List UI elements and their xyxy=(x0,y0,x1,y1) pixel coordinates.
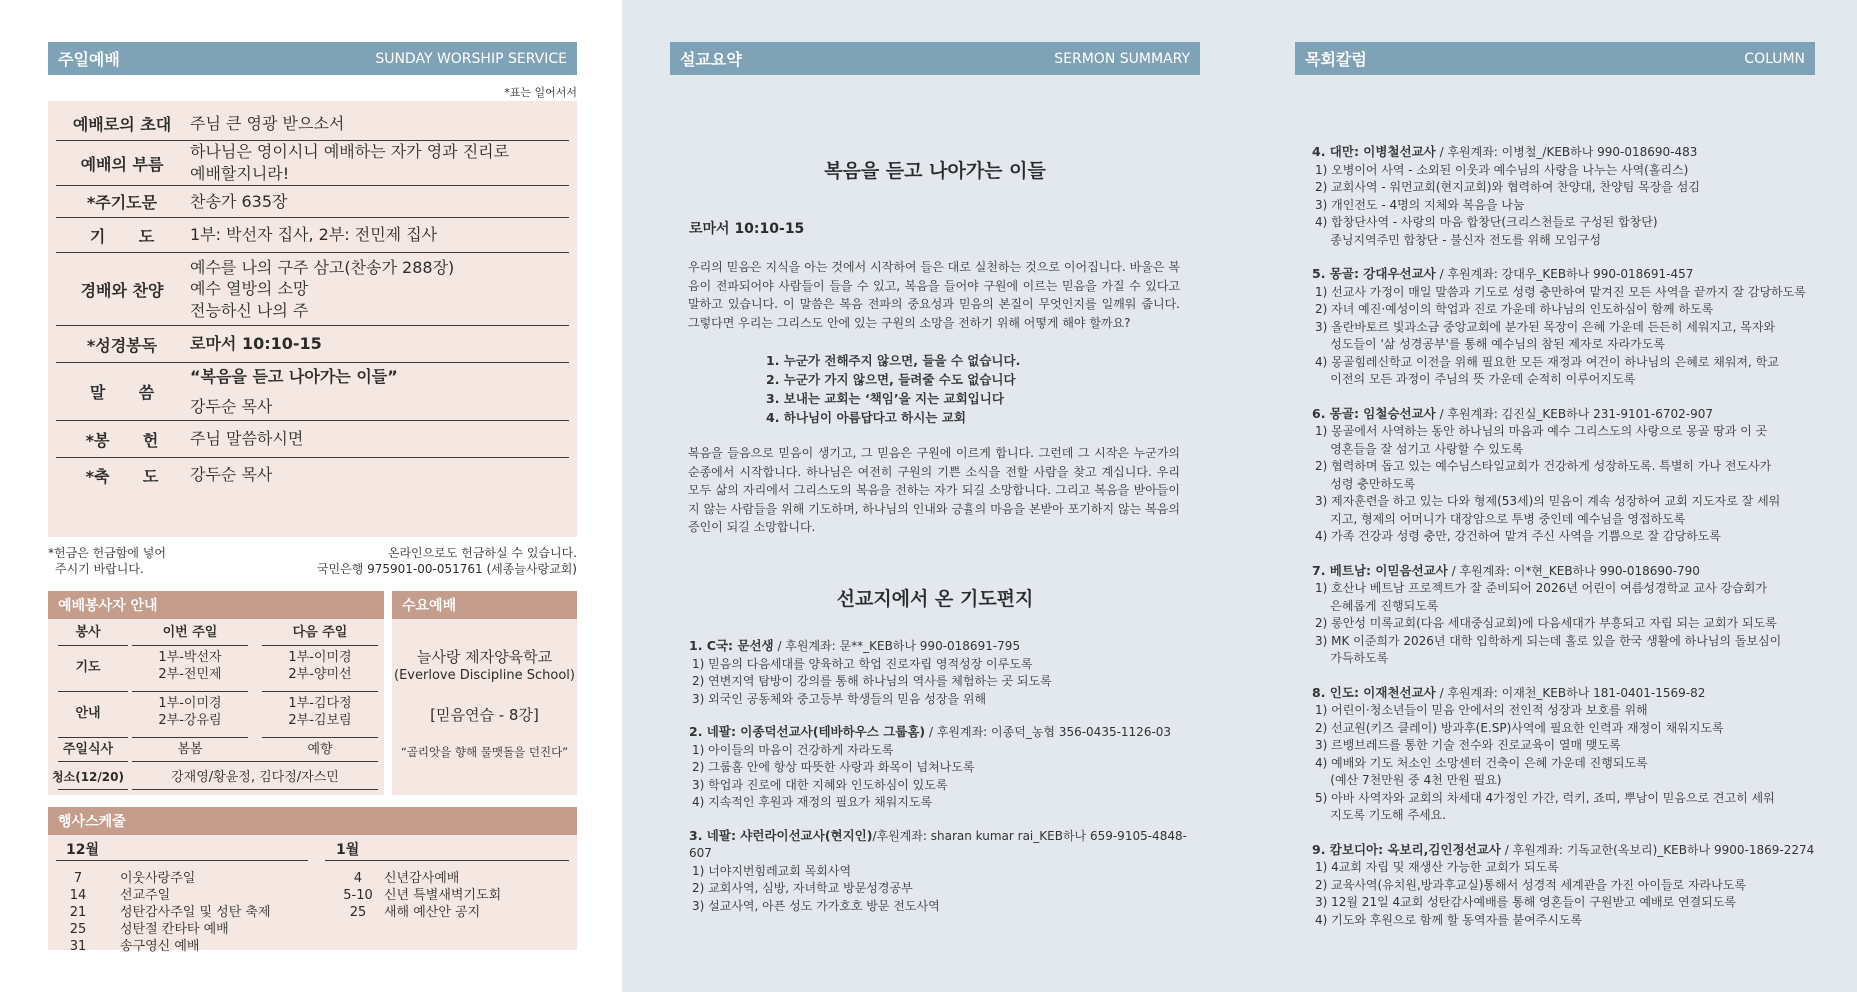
schedule-header: 행사스케줄 xyxy=(48,807,577,835)
worship-row-label: 예배의 부름 xyxy=(80,154,164,174)
online-offering-line: 온라인으로도 헌금하실 수 있습니다. xyxy=(387,546,577,560)
missionary-name: 2. 네팔: 이종덕선교사(테바하우스 그룹홈) xyxy=(689,724,926,739)
event-name: 이웃사랑주일 xyxy=(120,871,196,886)
support-account: /후원계좌: sharan kumar rai_KEB하나 659-9105-4848-607 xyxy=(689,828,1187,860)
sermon-paragraph-2: 복음을 들음으로 믿음이 생기고, 그 믿음은 구원에 이르게 합니다. 그런데 그 시작은 누군가의 순종에서 시작합니다. 하나님은 여전히 구원의 기쁜 소식을 전할 사람을 찾고 계십니다. 우리 모두 삶의 자리에서 그리스도의 복음을 전하는 자가 되길 소망합니다. 그리고 복음을 받아들이지 않는 사람들을 위해 기도하며, 하나님의 인내와 긍휼의 마음을 본받아 포기하지 않는 복음의 증인이 되길 소망합니다. xyxy=(688,446,1180,534)
column-title: 목회칼럼 xyxy=(1305,50,1367,69)
worship-row xyxy=(56,363,569,421)
support-account: / 후원계좌: 이병철_/KEB하나 990-018690-483 xyxy=(1435,145,1698,159)
sermon-heading: 복음을 듣고 나아가는 이들 xyxy=(824,160,1046,182)
prayer-item: 2) 연변지역 탐방이 강의를 통해 하나님의 역사를 체험하는 곳 되도록 xyxy=(692,674,1052,688)
worship-row xyxy=(56,218,569,253)
support-account: / 후원계좌: 이종덕_농협 356-0435-1126-03 xyxy=(925,725,1172,739)
sermon-title-en: SERMON SUMMARY xyxy=(1054,50,1190,67)
worship-row-line: 예수 열방의 소망 xyxy=(190,279,309,299)
missionary-name: 7. 베트남: 이믿음선교사 xyxy=(1312,562,1448,578)
prayer-letter-head xyxy=(1312,684,1832,703)
schedule-box xyxy=(48,835,577,954)
divider xyxy=(262,737,378,738)
worship-row xyxy=(56,141,569,186)
event-day: 5-10 xyxy=(343,888,373,903)
cleaning-value: 강재영/황윤정, 김다정/자스민 xyxy=(171,770,339,785)
worship-row-value xyxy=(188,186,569,217)
worship-row-value xyxy=(188,218,569,252)
sermon-paragraph-1: 우리의 믿음은 지식을 아는 것에서 시작하여 들은 대로 실천하는 것으로 이어집니다. 바울은 복음이 전파되어야 사람들이 들을 수 있고, 복음을 들어야 구원에 이르는 믿음을 가질 수 있다고 말하고 있습니다. 이 말씀은 복음 전파의 중요성과 믿음의 본질이 무엇인지를 일깨워 줍니다. 그렇다면 우리는 그리스도 안에 있는 구원의 소망을 전하기 위해 어떻게 해야 할까요? xyxy=(688,260,1180,330)
prayer-item: 2) 선교원(키즈 클레이) 방과후(E.SP)사역에 필요한 인력과 재정이 채워지도록 xyxy=(1315,720,1724,735)
worship-row-value xyxy=(188,326,569,362)
prayer-letter-head xyxy=(1312,265,1832,284)
event-name: 새해 예산안 공지 xyxy=(384,905,481,920)
worship-row-line: 강두순 목사 xyxy=(190,465,273,485)
worship-row-value xyxy=(188,107,569,140)
support-account: / 후원계좌: 김진실_KEB하나 231-9101-6702-907 xyxy=(1435,406,1713,421)
letters-heading: 선교지에서 온 기도편지 xyxy=(836,588,1034,610)
col-header-this-week: 이번 주일 xyxy=(162,625,218,640)
worship-row-line: 예수를 나의 구주 삼고(찬송가 288장) xyxy=(190,257,455,277)
missionary-name: 8. 인도: 이재천선교사 xyxy=(1312,684,1436,700)
sermon-point: 4. 하나님이 아름답다고 하시는 교회 xyxy=(766,410,966,425)
lesson-title: “골리앗을 향해 물맷돌을 던진다” xyxy=(400,745,569,759)
support-account: / 후원계좌: 문**_KEB하나 990-018691-795 xyxy=(773,639,1021,653)
worship-row-value xyxy=(188,458,569,492)
worship-row-label: 예배로의 초대 xyxy=(72,115,172,134)
worship-row-line: 로마서 10:10-15 xyxy=(190,334,322,354)
divider xyxy=(325,860,569,861)
divider xyxy=(58,789,128,790)
event-name: 신년 특별새벽기도회 xyxy=(384,888,502,903)
offering-note xyxy=(48,545,166,577)
volunteers-header: 예배봉사자 안내 xyxy=(48,591,384,619)
event-name: 성탄절 칸타타 예배 xyxy=(120,922,229,937)
event-day: 25 xyxy=(69,922,87,937)
event-name: 송구영신 예배 xyxy=(120,939,200,954)
missionary-name: 1. C국: 문선생 xyxy=(689,638,774,653)
volunteers-table xyxy=(48,619,384,795)
worship-row xyxy=(56,458,569,492)
worship-row-label: 경배와 찬양 xyxy=(80,280,164,300)
sermon-point: 3. 보내는 교회는 ‘책임’을 지는 교회입니다 xyxy=(766,391,1004,406)
prayer-item: 성도들이 '삶 성경공부'를 통해 예수님의 참된 제자로 자라가도록 xyxy=(1315,337,1665,351)
support-account: / 후원계좌: 이재천_KEB하나 181-0401-1569-82 xyxy=(1435,685,1706,700)
prayer-letter-head xyxy=(689,723,1189,742)
col-header-next-week: 다음 주일 xyxy=(292,625,348,640)
prayer-next-week xyxy=(260,650,380,684)
prayer-letter xyxy=(1312,265,1832,389)
jan-days xyxy=(333,870,383,921)
sermon-point: 1. 누군가 전해주지 않으면, 들을 수 없습니다. xyxy=(766,353,1021,368)
column-header xyxy=(1295,42,1815,75)
event-name: 신년감사예배 xyxy=(384,871,460,886)
prayer-item: 지고, 형제의 어머니가 대장암으로 투병 중인데 예수님을 영접하도록 xyxy=(1315,511,1686,526)
prayer-letter xyxy=(1312,841,1832,930)
event-day: 31 xyxy=(69,939,87,954)
worship-row-line: 주님 말씀하시면 xyxy=(190,429,304,449)
prayer-item: 3) 르뱅브레드를 통한 기술 전수와 진로교육이 열매 맺도록 xyxy=(1315,738,1621,752)
prayer-item: (예산 7천만원 중 4천 만원 필요) xyxy=(1315,773,1502,787)
col-header-role: 봉사 xyxy=(75,625,101,640)
prayer-item: 1) 호산나 베트남 프로젝트가 잘 준비되어 2026년 어린이 여름성경학교 교사 강습회가 xyxy=(1315,581,1767,595)
worship-row xyxy=(56,253,569,326)
divider xyxy=(58,737,128,738)
prayer-item: 지도록 기도해 주세요. xyxy=(1315,808,1447,822)
prayer-item: 이전의 모든 과정이 주님의 뜻 가운데 순적히 이루어지도록 xyxy=(1315,372,1636,386)
role-prayer: 기도 xyxy=(75,660,101,675)
worship-header xyxy=(48,42,577,75)
online-offering xyxy=(300,545,577,577)
worship-row xyxy=(56,186,569,218)
divider xyxy=(58,691,128,692)
event-name: 성탄감사주일 및 성탄 축제 xyxy=(120,905,271,920)
divider xyxy=(132,737,248,738)
dec-days xyxy=(63,870,93,955)
worship-row-value xyxy=(188,363,569,420)
prayer-this-week xyxy=(130,650,250,684)
prayer-item: 4) 지속적인 후원과 재정의 필요가 채워지도록 xyxy=(692,795,933,809)
divider xyxy=(132,761,378,762)
prayer-letter xyxy=(1312,405,1832,546)
prayer-letter xyxy=(1312,143,1832,249)
prayer-letter-head xyxy=(689,637,1189,656)
divider xyxy=(262,691,378,692)
worship-title: 주일예배 xyxy=(58,50,120,69)
event-name: 선교주일 xyxy=(120,888,171,903)
offering-note-line: *헌금은 헌금함에 넣어 xyxy=(48,546,166,560)
prayer-item: 2) 자녀 예진·예성이의 학업과 진로 가운데 하나님의 인도하심이 함께 하도록 xyxy=(1315,302,1714,316)
worship-row-line: “복음을 듣고 나아가는 이들” xyxy=(190,366,398,386)
prayer-item: 2) 교회사역 - 워먼교회(현지교회)와 협력하여 찬양대, 찬양팀 목장을 섬김 xyxy=(1315,180,1700,194)
prayer-letter xyxy=(689,637,1189,708)
name: 2부-김보림 xyxy=(288,712,352,728)
prayer-item: 2) 교육사역(유치원,방과후교실)통해서 성경적 세계관을 가진 아이들로 자라나도록 xyxy=(1315,877,1746,892)
worship-row-line: 강두순 목사 xyxy=(190,396,273,416)
divider xyxy=(58,761,128,762)
worship-row-line: 전능하신 나의 주 xyxy=(190,300,309,320)
missionary-name: 3. 네팔: 샤런라이선교사(현지인) xyxy=(689,827,873,843)
divider xyxy=(132,645,248,646)
worship-row-label: *주기도문 xyxy=(86,193,158,212)
prayer-item: 영혼들을 잘 섬기고 사랑할 수 있도록 xyxy=(1315,441,1524,456)
divider xyxy=(56,860,308,861)
prayer-item: 1) 몽골에서 사역하는 동안 하나님의 마음과 예수 그리스도의 사랑으로 몽골 땅과 이 곳 xyxy=(1315,424,1768,438)
prayer-item: 3) 설교사역, 아픈 성도 가가호호 방문 전도사역 xyxy=(692,898,940,913)
prayer-item: 2) 롱안성 미록교회(다음 세대중심교회)에 다음세대가 부흥되고 자립 되는 교회가 되도록 xyxy=(1315,616,1777,630)
prayer-item: 은혜롭게 진행되도록 xyxy=(1315,598,1439,613)
worship-row xyxy=(56,421,569,458)
support-account: / 후원계좌: 기독교한(옥보리)_KEB하나 9900-1869-2274 xyxy=(1500,842,1815,857)
worship-row-value xyxy=(188,421,569,457)
prayer-item: 2) 교회사역, 심방, 자녀학교 방문성경공부 xyxy=(692,881,913,895)
support-account: / 후원계좌: 강대우_KEB하나 990-018691-457 xyxy=(1435,267,1694,281)
name: 1부-이미경 xyxy=(288,650,352,665)
prayer-letter-head xyxy=(1312,841,1832,860)
prayer-item: 5) 아바 사역자와 교회의 차세대 4가정인 가간, 럭키, 죠띠, 뿌남이 믿음으로 견고히 세워 xyxy=(1315,790,1775,805)
school-name-en: (Everlove Discipline School) xyxy=(394,668,575,683)
prayer-item: 3) 학업과 진로에 대한 지혜와 인도하심이 있도록 xyxy=(692,777,948,792)
name: 1부-박선자 xyxy=(158,650,222,665)
sermon-header xyxy=(670,42,1200,75)
missionary-name: 5. 몽골: 강대우선교사 xyxy=(1312,266,1436,281)
worship-row-label: 말 씀 xyxy=(89,383,155,402)
sermon-points xyxy=(766,351,1166,427)
prayer-item: 3) 올란바토르 빛과소금 중앙교회에 분가된 목장이 은혜 가운데 든든히 세워지고, 목자와 xyxy=(1315,319,1775,334)
prayer-letter xyxy=(689,827,1189,916)
worship-row-label: *성경봉독 xyxy=(86,335,158,355)
left-panel xyxy=(0,0,622,992)
worship-row-line: 예배할지니라! xyxy=(190,164,290,183)
worship-row-label: 기 도 xyxy=(89,226,155,246)
cleaning-label: 청소(12/20) xyxy=(52,770,124,784)
support-account: / 후원계좌: 이*현_KEB하나 990-018690-790 xyxy=(1447,563,1700,578)
december-label: 12월 xyxy=(66,842,100,858)
sermon-scripture: 로마서 10:10-15 xyxy=(689,221,805,237)
missionary-name: 4. 대만: 이병철선교사 xyxy=(1312,144,1436,159)
event-day: 7 xyxy=(73,871,83,886)
prayer-item: 1) 선교사 가정이 매일 말씀과 기도로 성령 충만하여 맡겨진 모든 사역을 끝까지 잘 감당하도록 xyxy=(1315,284,1806,299)
prayer-item: 4) 예배와 기도 처소인 소망센터 건축이 은혜 가운데 진행되도록 xyxy=(1315,755,1648,770)
worship-row-label: *축 도 xyxy=(85,466,159,486)
prayer-letter xyxy=(1312,684,1832,825)
bank-account: 국민은행 975901-00-051761 (세종늘사랑교회) xyxy=(316,562,577,576)
prayer-item: 3) 외국인 공동체와 중고등부 학생들의 믿음 성장을 위해 xyxy=(692,691,987,706)
divider xyxy=(132,691,248,692)
name: 2부-양미선 xyxy=(288,666,352,682)
missionary-name: 9. 캄보디아: 옥보리,김인정선교사 xyxy=(1312,841,1501,857)
role-usher: 안내 xyxy=(75,706,101,721)
school-name: 늘사랑 제자양육학교 xyxy=(416,648,553,666)
prayer-letters xyxy=(689,637,1189,930)
sermon-title: 설교요약 xyxy=(680,50,742,69)
meal-this-week: 봄봄 xyxy=(177,742,203,757)
prayer-letter-head xyxy=(689,827,1189,863)
wednesday-header: 수요예배 xyxy=(392,591,577,619)
stand-note: *표는 일어서서 xyxy=(504,86,577,99)
event-day: 21 xyxy=(69,905,87,920)
name: 1부-김다정 xyxy=(288,696,352,711)
prayer-item: 가득하도록 xyxy=(1315,651,1389,665)
dec-events xyxy=(120,870,320,955)
wednesday-box xyxy=(392,619,577,795)
missionary-name: 6. 몽골: 임철승선교사 xyxy=(1312,405,1436,421)
prayer-item: 3) MK 이준희가 2026년 대학 입학하게 되는데 홀로 있을 한국 생활에 하나님의 돌보심이 xyxy=(1315,633,1782,648)
prayer-item: 4) 합창단사역 - 사랑의 마음 합창단(크리스천들로 구성된 합창단) xyxy=(1315,215,1658,229)
prayer-item: 1) 4교회 자립 및 재생산 가능한 교회가 되도록 xyxy=(1315,860,1559,874)
offering-note-line: 주시기 바랍니다. xyxy=(55,562,144,576)
worship-title-en: SUNDAY WORSHIP SERVICE xyxy=(375,50,567,67)
prayer-item: 1) 아이들의 마음이 건강하게 자라도록 xyxy=(692,742,894,757)
divider xyxy=(262,645,378,646)
name: 1부-이미경 xyxy=(158,696,222,711)
event-day: 14 xyxy=(69,888,87,903)
right-panel xyxy=(622,0,1857,992)
prayer-item: 1) 너야지번힘레교회 목회사역 xyxy=(692,863,852,878)
january-label: 1월 xyxy=(336,842,360,858)
prayer-item: 1) 오병이어 사역 - 소외된 이웃과 예수님의 사랑을 나누는 사역(홀리스) xyxy=(1315,162,1689,177)
prayer-item: 3) 제자훈련을 하고 있는 다와 형제(53세)의 믿음이 계속 성장하여 교회 지도자로 잘 세워 xyxy=(1315,494,1781,508)
prayer-item: 1) 어린이·청소년들이 믿음 안에서의 전인적 성장과 보호를 위해 xyxy=(1315,703,1648,717)
prayer-item: 성령 충만하도록 xyxy=(1315,476,1416,491)
prayer-letter-head xyxy=(1312,562,1832,581)
worship-row-line: 찬송가 635장 xyxy=(190,191,288,211)
prayer-letter-head xyxy=(1312,405,1832,424)
sermon-point: 2. 누군가 가지 않으면, 들려줄 수도 없습니다 xyxy=(766,372,1016,387)
prayer-item: 2) 그룹홈 안에 항상 따뜻한 사랑과 화목이 넘쳐나도록 xyxy=(692,760,975,774)
prayer-item: 3) 개인전도 - 4명의 지체와 복음을 나눔 xyxy=(1315,197,1525,212)
column-title-en: COLUMN xyxy=(1744,50,1805,67)
divider xyxy=(58,645,128,646)
prayer-item: 2) 협력하며 돕고 있는 예수님스타일교회가 건강하게 성장하도록. 특별히 가나 전도사가 xyxy=(1315,459,1772,473)
event-day: 4 xyxy=(353,871,363,886)
jan-events xyxy=(384,870,569,921)
worship-row-value xyxy=(188,253,569,325)
divider xyxy=(132,789,378,790)
worship-row xyxy=(56,326,569,363)
worship-row-line: 하나님은 영이시니 예배하는 자가 영과 진리로 xyxy=(190,142,510,162)
worship-order xyxy=(48,101,577,537)
worship-row xyxy=(56,107,569,141)
name: 2부-강유림 xyxy=(158,712,222,728)
meal-label: 주일식사 xyxy=(62,742,114,757)
column-letters xyxy=(1312,143,1832,945)
prayer-letter-head xyxy=(1312,143,1832,162)
meal-next-week: 예향 xyxy=(307,742,333,757)
worship-row-value xyxy=(188,141,569,185)
worship-row-label: *봉 헌 xyxy=(85,430,159,450)
lesson: [믿음연습 - 8강] xyxy=(430,706,539,724)
usher-next-week xyxy=(260,696,380,730)
prayer-item: 종닝지역주민 합창단 - 불신자 전도를 위해 모임구성 xyxy=(1315,232,1601,247)
prayer-item: 4) 가족 건강과 성령 충만, 강건하여 맡겨 주신 사역을 기쁨으로 잘 감당하도록 xyxy=(1315,529,1721,543)
prayer-item: 1) 믿음의 다음세대를 양육하고 학업 진로자립 영적성장 이루도록 xyxy=(692,656,1033,671)
event-day: 25 xyxy=(349,905,367,920)
prayer-item: 4) 기도와 후원으로 함께 할 동역자를 붙여주시도록 xyxy=(1315,912,1583,927)
worship-row-line: 주님 큰 영광 받으소서 xyxy=(190,113,345,133)
prayer-letter xyxy=(689,723,1189,812)
prayer-item: 4) 몽골힘레신학교 이전을 위해 필요한 모든 재정과 여건이 하나님의 은혜로 채워져, 학교 xyxy=(1315,354,1779,369)
prayer-item: 3) 12월 21일 4교회 성탄감사예배를 통해 영혼들이 구원받고 예배로 연결되도록 xyxy=(1315,895,1736,909)
worship-row-line: 1부: 박선자 집사, 2부: 전민제 집사 xyxy=(190,225,438,245)
prayer-letter xyxy=(1312,562,1832,668)
usher-this-week xyxy=(130,696,250,730)
name: 2부-전민제 xyxy=(158,666,222,682)
